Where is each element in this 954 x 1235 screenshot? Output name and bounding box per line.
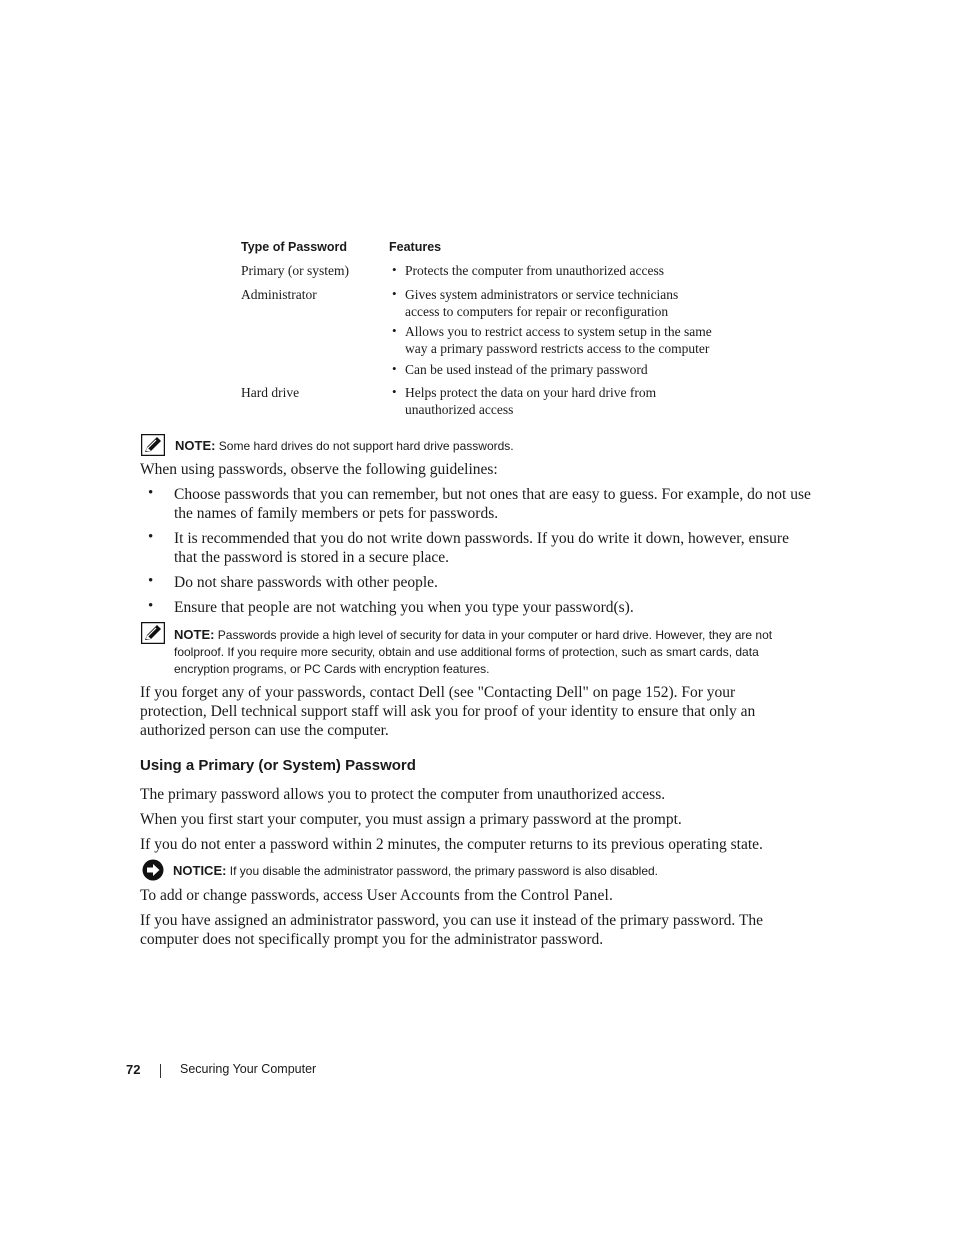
bullet: • [148,485,154,501]
bullet: • [392,286,397,301]
table-cell-type: Hard drive [241,385,300,400]
table-cell-type: Administrator [241,287,317,302]
add-passwords-paragraph [140,886,815,905]
bullet: • [392,323,397,338]
guideline-item: Choose passwords that you can remember, but not ones that are easy to guess. For example, do not use the names of family members or pets for passwords. [174,486,811,522]
pencil-note-icon [141,434,165,456]
table-cell-feature: Can be used instead of the primary password [405,362,648,377]
text-fragment: . [609,887,613,904]
note-label: NOTE: [175,438,216,453]
text-fragment: To add or change passwords, access [140,887,367,904]
notice-text: If you disable the administrator password, the primary password is also disabled. [229,864,658,878]
bullet: • [392,384,397,399]
note-text: Some hard drives do not support hard drive passwords. [218,439,514,453]
text-fragment: from the [460,887,521,904]
notice-label: NOTICE: [173,863,227,878]
footer-divider [160,1064,161,1078]
bullet: • [392,361,397,376]
section-heading: Using a Primary (or System) Password [140,757,416,774]
table-header-features: Features [389,240,442,254]
notice-arrow-icon [142,859,164,881]
table-cell-type: Primary (or system) [241,263,349,278]
guideline-item: Do not share passwords with other people. [174,574,438,591]
footer-section-title: Securing Your Computer [180,1062,317,1076]
assign-password-paragraph: When you first start your computer, you must assign a primary password at the prompt. [140,811,682,828]
note-hard-drives [175,437,514,455]
table-cell-feature: Helps protect the data on your hard drive from unauthorized access [405,385,657,417]
table-cell-feature: Protects the computer from unauthorized access [405,263,665,278]
notice-admin-password [173,862,658,880]
page-number: 72 [126,1062,141,1077]
admin-password-paragraph: If you have assigned an administrator password, you can use it instead of the primary password. The computer does not specifically prompt you for the administrator password. [140,912,764,948]
guideline-item: Ensure that people are not watching you when you type your password(s). [174,599,634,616]
user-accounts-term: User Accounts [366,887,461,904]
timeout-paragraph: If you do not enter a password within 2 minutes, the computer returns to its previous operating state. [140,836,763,853]
bullet: • [148,529,154,545]
bullet: • [392,262,397,277]
note-label: NOTE: [174,627,215,642]
guidelines-intro: When using passwords, observe the following guidelines: [140,461,498,478]
pencil-note-icon [141,622,165,644]
table-cell-feature: Allows you to restrict access to system setup in the same way a primary password restricts access to the computer [405,324,712,356]
bullet: • [148,573,154,589]
forget-password-paragraph: If you forget any of your passwords, contact Dell (see "Contacting Dell" on page 152). For your protection, Dell technical support staff will ask you for proof of your identity to ensure that only an authorized person can use the computer. [140,684,756,739]
table-header-type: Type of Password [241,240,348,254]
primary-password-paragraph: The primary password allows you to protect the computer from unauthorized access. [140,786,666,803]
bullet: • [148,598,154,614]
table-cell-feature: Gives system administrators or service technicians access to computers for repair or reconfiguration [405,287,679,319]
guideline-item: It is recommended that you do not write down passwords. If you do write it down, however, ensure that the password is stored in a secure place. [174,530,789,566]
note-security [174,626,814,678]
note-text: Passwords provide a high level of security for data in your computer or hard drive. However, they are not foolproof. If you require more security, obtain and use additional forms of protection, such as smart cards, data encryption programs, or PC Cards with encryption features. [174,628,773,676]
control-panel-term: Control Panel [520,887,610,904]
